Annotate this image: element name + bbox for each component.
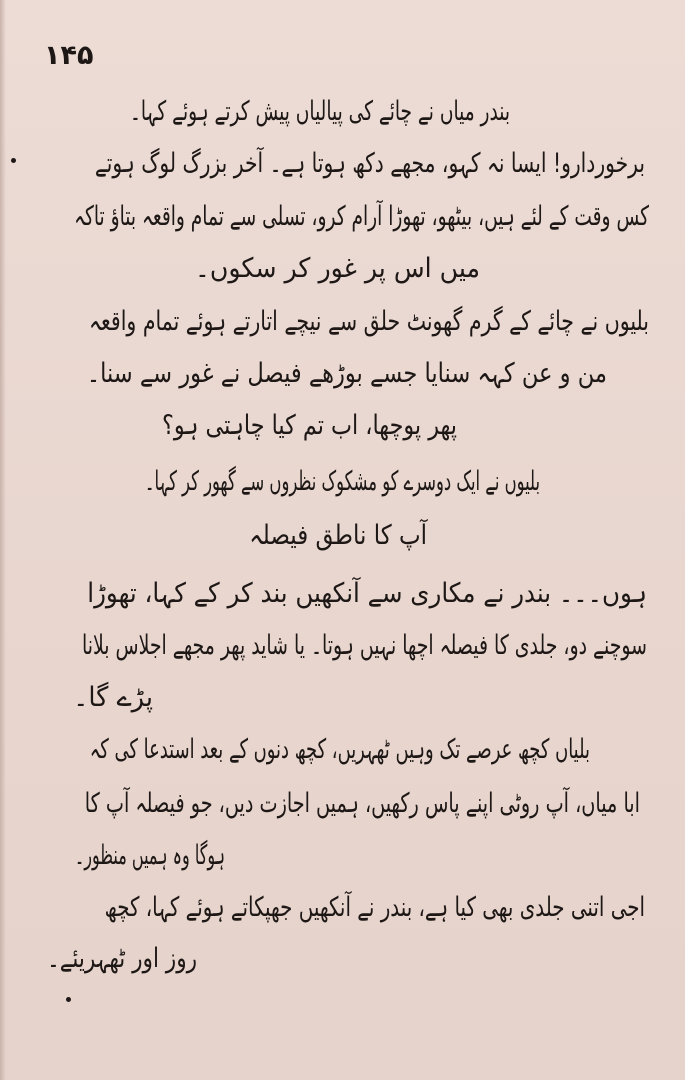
text-line-16: اجی اتنی جلدی بھی کیا ہے، بندر نے آنکھیں جھپکاتے ہوئے کہا، کچھ bbox=[104, 892, 645, 923]
text-line-12: پڑے گا۔ bbox=[73, 682, 153, 713]
page-number: ۱۴۵ bbox=[44, 40, 94, 71]
text-line-6: من و عن کہہ سنایا جسے بوڑھے فیصل نے غور سے سنا۔ bbox=[86, 358, 607, 389]
text-line-2: برخوردارو! ایسا نہ کہو، مجھے دکھ ہوتا ہے۔ آخر بزرگ لوگ ہوتے bbox=[94, 148, 645, 179]
text-line-11: سوچنے دو، جلدی کا فیصلہ اچھا نہیں ہوتا۔ یا شاید پھر مجھے اجلاس بلانا bbox=[82, 630, 647, 661]
text-line-9: آپ کا ناطق فیصلہ bbox=[249, 520, 427, 551]
text-line-15: ہوگا وہ ہمیں منظور۔ bbox=[74, 840, 225, 871]
text-line-13: بلیاں کچھ عرصے تک وہیں ٹھہریں، کچھ دنوں کے بعد استدعا کی کہ bbox=[89, 734, 590, 765]
text-line-5: بلیوں نے چائے کے گرم گھونٹ حلق سے نیچے اتارتے ہوئے تمام واقعہ bbox=[89, 306, 649, 337]
text-line-17: روز اور ٹھہریئے۔ bbox=[47, 943, 197, 974]
text-line-1: بندر میاں نے چائے کی پیالیاں پیش کرتے ہوئے کہا۔ bbox=[129, 96, 511, 127]
text-line-4: میں اس پر غور کر سکوں۔ bbox=[195, 253, 480, 284]
text-line-7: پھر پوچھا، اب تم کیا چاہتی ہو؟ bbox=[161, 410, 458, 441]
text-line-10: ہوں۔۔۔ بندر نے مکاری سے آنکھیں بند کر کے کہا، تھوڑا bbox=[87, 578, 648, 609]
text-line-8: بلیوں نے ایک دوسرے کو مشکوک نظروں سے گھور کر کہا۔ bbox=[144, 466, 540, 497]
margin-mark bbox=[11, 158, 16, 163]
margin-mark bbox=[66, 997, 71, 1002]
text-line-3: کس وقت کے لئے ہیں، بیٹھو، تھوڑا آرام کرو، تسلی سے تمام واقعہ بتاؤ تاکہ bbox=[74, 201, 649, 232]
text-line-14: ابا میاں، آپ روٹی اپنے پاس رکھیں، ہمیں اجازت دیں، جو فیصلہ آپ کا bbox=[84, 788, 640, 819]
